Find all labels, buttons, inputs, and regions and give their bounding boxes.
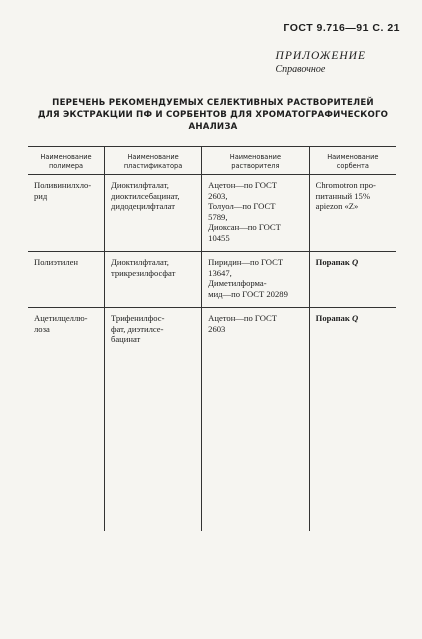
cell-line: 5789, — [208, 211, 228, 222]
cell-line: Ацетон—по ГОСТ — [208, 313, 277, 323]
sorbent-q-mark: Q — [351, 257, 359, 267]
cell-line: фат, диэтилсе- — [110, 323, 164, 334]
cell-line: 10455 — [208, 232, 230, 243]
cell-line: лоза — [34, 323, 50, 334]
table-body — [28, 175, 396, 532]
solvents-table — [28, 146, 396, 531]
sorbent-q-mark: Q — [351, 313, 359, 323]
cell-plasticizer — [104, 252, 201, 308]
cell-line: 13647, — [208, 267, 232, 278]
cell-plasticizer — [104, 308, 201, 532]
cell-line: Диоктилфталат, — [110, 180, 169, 190]
appendix-type: Справочное — [275, 64, 326, 75]
cell-line: apiezon «Z» — [315, 201, 359, 211]
cell-line: Пиридин—по ГОСТ — [208, 257, 284, 267]
cell-polymer — [28, 175, 104, 252]
cell-line: Диоксан—по ГОСТ — [208, 222, 281, 232]
cell-line: Ацетилцеллю- — [34, 313, 88, 323]
cell-line: 2603, — [208, 190, 228, 201]
cell-solvent — [202, 252, 310, 308]
cell-polymer — [28, 308, 104, 532]
header-polymer: Наименование полимера — [28, 147, 104, 175]
cell-line: Chromotron про- — [315, 180, 376, 190]
cell-line: Ацетон—по ГОСТ — [208, 180, 277, 190]
cell-line: Толуол—по ГОСТ — [208, 201, 276, 211]
cell-line: рид — [34, 190, 48, 201]
table-row — [28, 252, 396, 308]
cell-sorbent — [309, 175, 396, 252]
cell-line: Диоктилфталат, — [110, 257, 169, 267]
cell-line: дидодецилфталат — [110, 201, 176, 211]
title-line: АНАЛИЗА — [188, 122, 238, 132]
header-plasticizer: Наименование пластификатора — [104, 147, 201, 175]
header-sorbent: Наименование сорбента — [309, 147, 396, 175]
cell-sorbent — [309, 308, 396, 532]
cell-plasticizer — [104, 175, 201, 252]
cell-line: диоктилсебацинат, — [110, 190, 180, 201]
cell-line: Диметилформа- — [208, 278, 267, 288]
cell-line: Трифенилфос- — [110, 313, 165, 323]
cell-solvent — [202, 308, 310, 532]
title-line: ДЛЯ ЭКСТРАКЦИИ ПФ И СОРБЕНТОВ ДЛЯ ХРОМАТОГРАФИЧЕСКОГО — [37, 110, 389, 120]
table-row — [28, 175, 396, 252]
cell-polymer — [28, 252, 104, 308]
cell-solvent — [202, 175, 310, 252]
appendix-label: ПРИЛОЖЕНИЕ — [275, 50, 366, 62]
table-row — [28, 308, 396, 532]
cell-sorbent — [309, 252, 396, 308]
cell-line: мид—по ГОСТ 20289 — [208, 288, 288, 299]
cell-line: 2603 — [208, 323, 226, 334]
page-header: ГОСТ 9.716—91 С. 21 — [283, 22, 400, 34]
cell-line: бацинат — [110, 334, 141, 344]
document-title — [24, 97, 402, 133]
cell-line: трикрезилфосфат — [110, 267, 176, 278]
header-solvent: Наименование растворителя — [202, 147, 310, 175]
title-line: ПЕРЕЧЕНЬ РЕКОМЕНДУЕМЫХ СЕЛЕКТИВНЫХ РАСТВОРИТЕЛЕЙ — [52, 98, 374, 108]
cell-line: питанный 15% — [315, 190, 370, 201]
cell-line: Полиэтилен — [34, 257, 79, 267]
appendix-label-block — [276, 50, 366, 75]
cell-line: Порапак — [315, 257, 352, 267]
cell-line: Поливинилхло- — [34, 180, 92, 190]
cell-line: Порапак — [315, 313, 352, 323]
table-header-row — [28, 147, 396, 175]
